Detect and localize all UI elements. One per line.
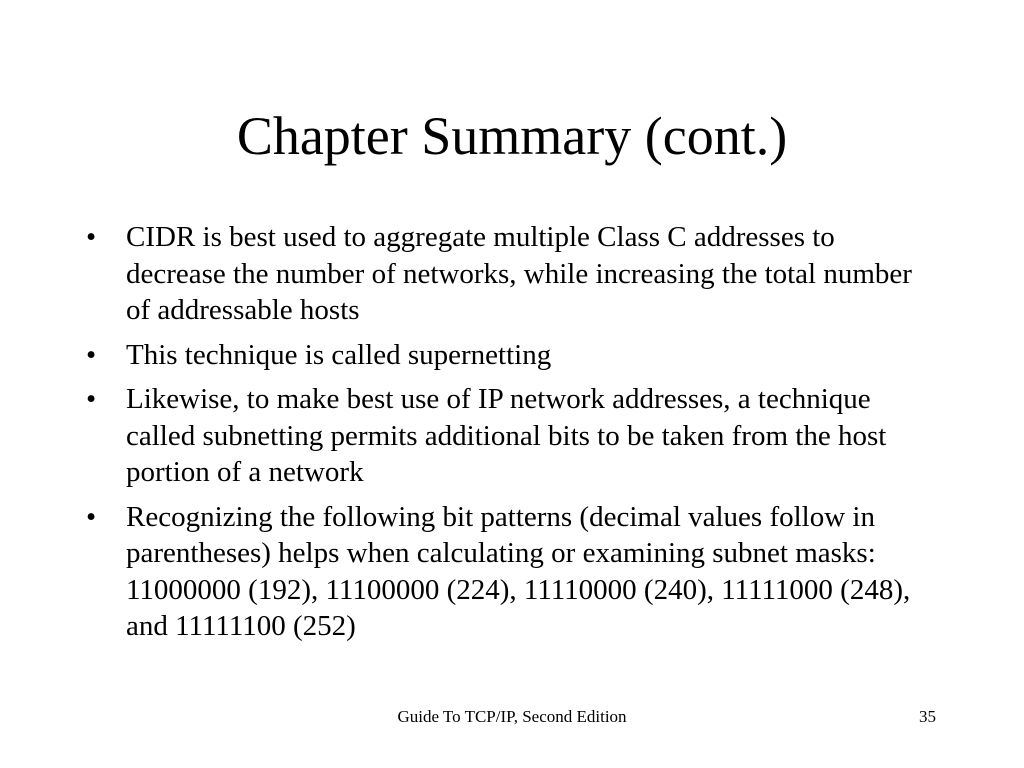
bullet-text: This technique is called supernetting [126, 338, 552, 371]
bullet-icon: • [86, 500, 97, 533]
bullet-item-cidr [86, 219, 936, 329]
bullet-item-bit-patterns [86, 499, 936, 645]
slide-title: Chapter Summary (cont.) [236, 106, 788, 166]
bullet-text: Recognizing the following bit patterns (decimal values follow in parentheses) helps when calculating or examining subnet masks: 11000000 (192), 11100000 (224), 11110000 (240), 11111000 (248), and 11111100 (252) [126, 500, 911, 642]
bullet-item-subnetting [86, 381, 936, 491]
page-number: 35 [919, 707, 936, 726]
bullet-list [86, 219, 936, 653]
bullet-icon: • [86, 221, 97, 253]
bullet-text: CIDR is best used to aggregate multiple Class C addresses to decrease the number of networks, while increasing the total number of addressable hosts [126, 221, 912, 326]
bullet-icon: • [86, 338, 97, 371]
bullet-icon: • [86, 383, 97, 415]
bullet-item-supernetting [86, 337, 936, 374]
footer-text: Guide To TCP/IP, Second Edition [397, 707, 627, 726]
bullet-text: Likewise, to make best use of IP network addresses, a technique called subnetting permits additional bits to be taken from the host portion of a network [126, 383, 887, 488]
